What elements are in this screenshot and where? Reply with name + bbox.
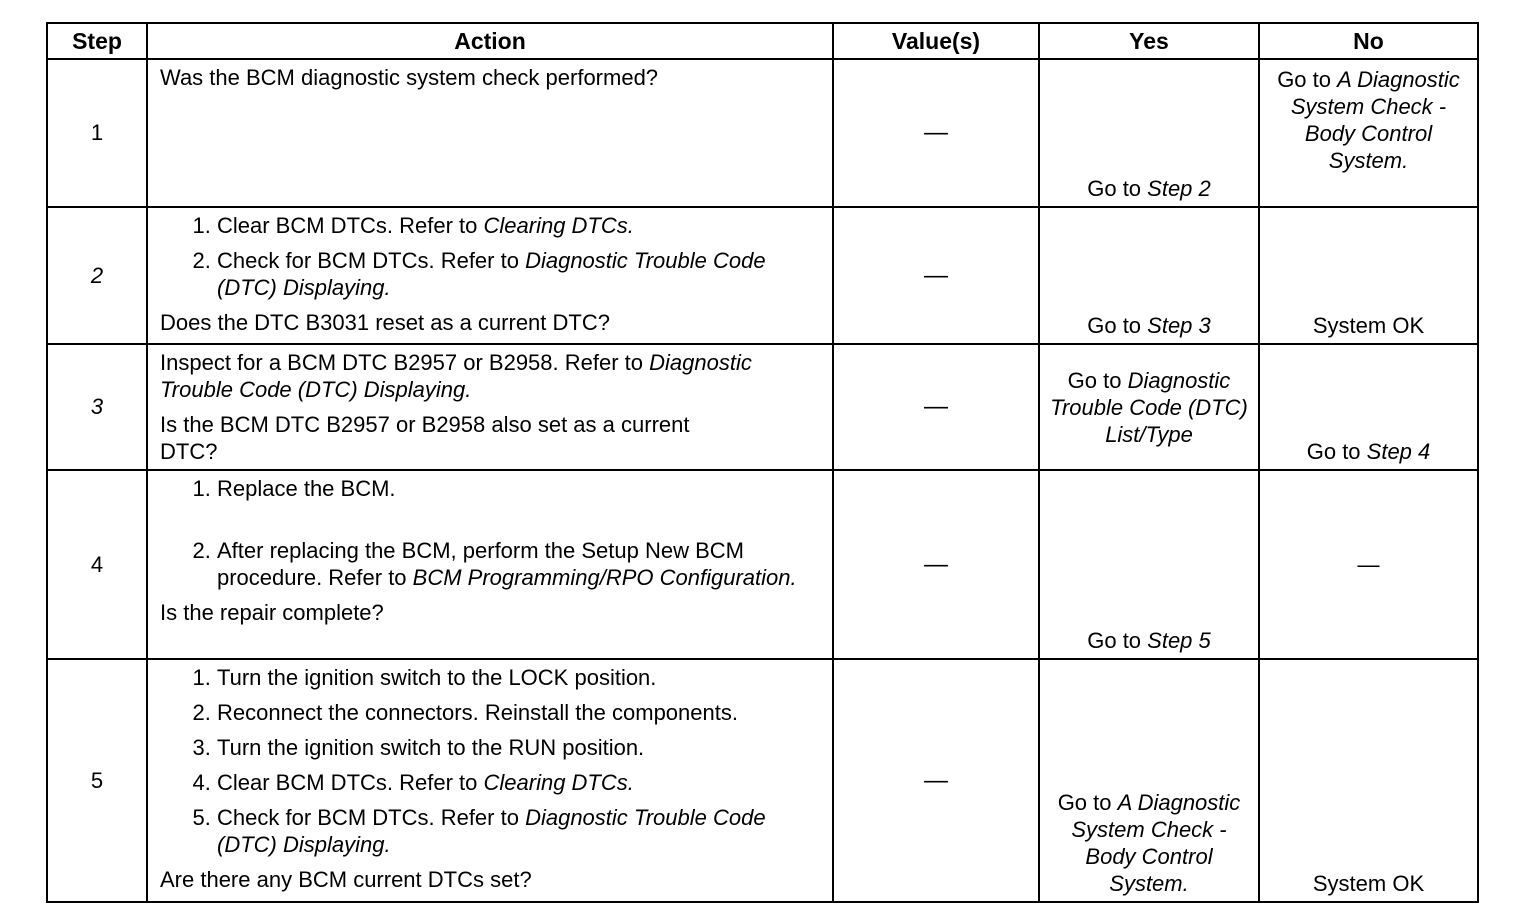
no-cell: Go to Step 4 — [1259, 344, 1478, 470]
ref-link[interactable]: Clearing DTCs. — [483, 770, 634, 795]
no-cell: System OK — [1259, 659, 1478, 902]
value-cell: — — [833, 470, 1039, 659]
yes-cell: Go to Step 2 — [1039, 59, 1259, 207]
yes-cell: Go to A Diagnostic System Check - Body Control System. — [1039, 659, 1259, 902]
action-text: Inspect for a BCM DTC B2957 or B2958. Refer to Diagnostic Trouble Code (DTC) Displaying. — [160, 350, 752, 402]
action-step: 3. Turn the ignition switch to the RUN position. — [217, 734, 822, 761]
yes-link[interactable]: Step 2 — [1147, 176, 1211, 201]
table-row — [47, 659, 1478, 902]
yes-cell: Go to Step 3 — [1039, 207, 1259, 344]
action-question: Was the BCM diagnostic system check performed? — [160, 65, 659, 90]
yes-link[interactable]: Step 3 — [1147, 313, 1211, 338]
ref-link[interactable]: BCM Programming/RPO Configuration. — [412, 565, 797, 590]
header-row — [47, 23, 1478, 59]
step-number: 5 — [47, 659, 147, 902]
no-cell: Go to A Diagnostic System Check - Body Control System. — [1259, 59, 1478, 207]
action-cell — [147, 344, 833, 470]
action-question: Does the DTC B3031 reset as a current DTC? — [160, 310, 610, 335]
table-row — [47, 59, 1478, 207]
step-number: 3 — [47, 344, 147, 470]
action-step: 2. Check for BCM DTCs. Refer to Diagnostic Trouble Code (DTC) Displaying. — [217, 247, 822, 301]
table-row — [47, 344, 1478, 470]
action-step: 2. After replacing the BCM, perform the Setup New BCM procedure. Refer to BCM Programming/RPO Configuration. — [217, 537, 797, 591]
header-values: Value(s) — [833, 23, 1039, 59]
value-cell: — — [833, 59, 1039, 207]
action-step: 5. Check for BCM DTCs. Refer to Diagnostic Trouble Code (DTC) Displaying. — [217, 804, 822, 858]
no-cell: System OK — [1259, 207, 1478, 344]
step-number: 1 — [47, 59, 147, 207]
no-link[interactable]: Step 4 — [1366, 439, 1431, 464]
no-link[interactable]: A Diagnostic System Check - Body Control System. — [1290, 67, 1460, 173]
table-row — [47, 207, 1478, 344]
value-cell: — — [833, 659, 1039, 902]
yes-link[interactable]: A Diagnostic System Check - Body Control System. — [1071, 790, 1241, 896]
header-action: Action — [147, 23, 833, 59]
ref-link[interactable]: Clearing DTCs. — [483, 213, 634, 238]
no-cell: — — [1259, 470, 1478, 659]
header-no: No — [1259, 23, 1478, 59]
action-cell — [147, 59, 833, 207]
header-step: Step — [47, 23, 147, 59]
value-cell: — — [833, 207, 1039, 344]
table-row — [47, 470, 1478, 659]
ref-link[interactable]: Diagnostic Trouble Code (DTC) Displaying. — [160, 350, 752, 402]
action-step: 1. Turn the ignition switch to the LOCK position. — [217, 664, 822, 691]
yes-link[interactable]: Step 5 — [1147, 628, 1211, 653]
action-cell — [147, 659, 833, 902]
ref-link[interactable]: Diagnostic Trouble Code (DTC) Displaying. — [217, 805, 766, 857]
action-step: 1. Replace the BCM. — [217, 475, 822, 502]
header-yes: Yes — [1039, 23, 1259, 59]
step-number: 2 — [47, 207, 147, 344]
action-question: Is the repair complete? — [160, 600, 384, 625]
diagnostic-table — [46, 22, 1479, 903]
action-question: Is the BCM DTC B2957 or B2958 also set as a current DTC? — [160, 412, 690, 464]
action-cell — [147, 207, 833, 344]
action-cell — [147, 470, 833, 659]
action-step: 2. Reconnect the connectors. Reinstall the components. — [217, 699, 822, 726]
yes-link[interactable]: Diagnostic Trouble Code (DTC) List/Type — [1050, 367, 1248, 447]
step-number: 4 — [47, 470, 147, 659]
action-step: 1. Clear BCM DTCs. Refer to Clearing DTCs. — [217, 212, 822, 239]
action-question: Are there any BCM current DTCs set? — [160, 867, 532, 892]
yes-cell: Go to Step 5 — [1039, 470, 1259, 659]
value-cell: — — [833, 344, 1039, 470]
yes-cell: Go to Diagnostic Trouble Code (DTC) List/Type — [1039, 344, 1259, 470]
action-step: 4. Clear BCM DTCs. Refer to Clearing DTCs. — [217, 769, 822, 796]
ref-link[interactable]: Diagnostic Trouble Code (DTC) Displaying. — [217, 248, 766, 300]
